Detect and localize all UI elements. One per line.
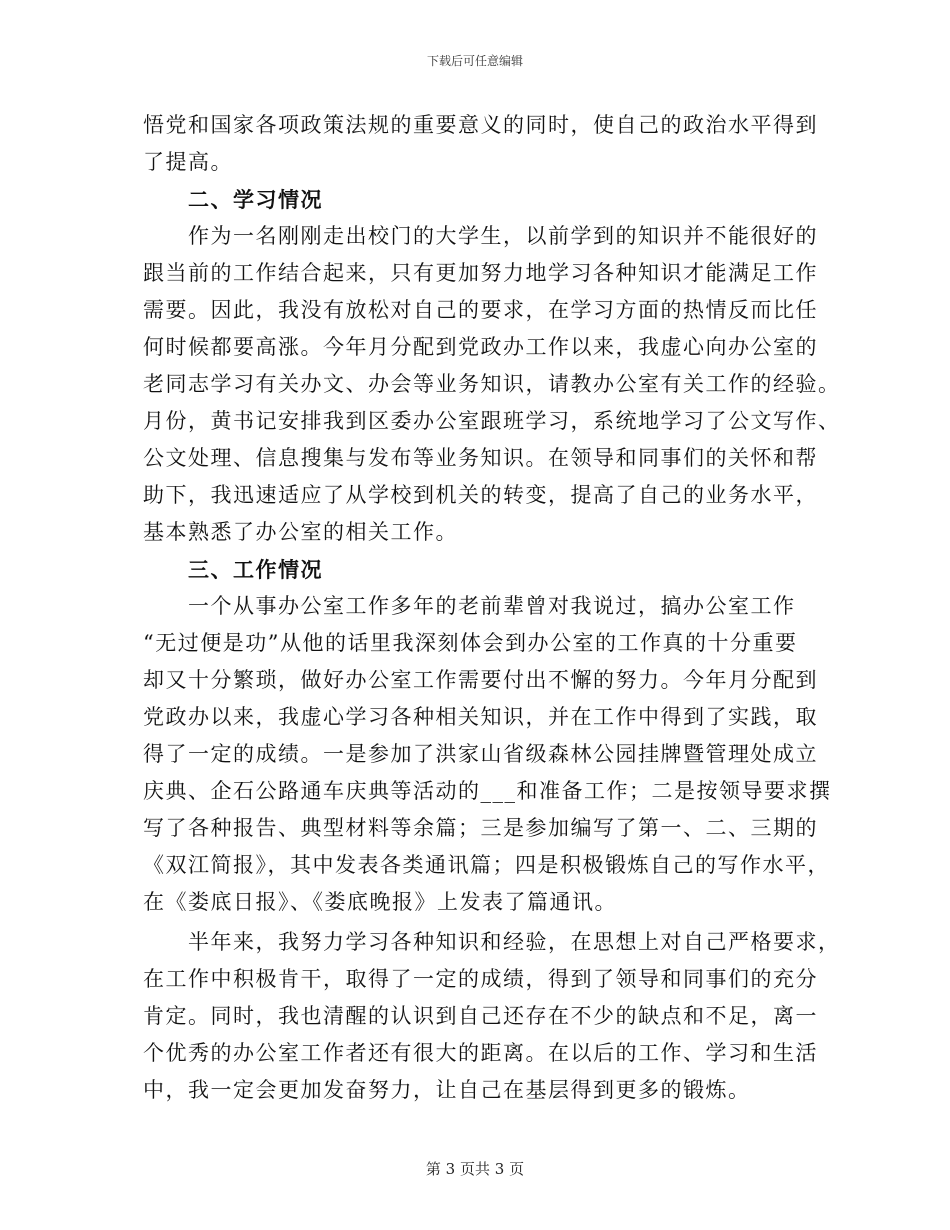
body-line: 助下，我迅速适应了从学校到机关的转变，提高了自己的业务水平， xyxy=(143,483,818,507)
body-line: 肯定。同时，我也清醒的认识到自己还存在不少的缺点和不足，离一 xyxy=(143,1004,818,1028)
body-line: 《双江简报》，其中发表各类通讯篇；四是积极锻炼自己的写作水平， xyxy=(143,853,830,877)
page-header: 下载后可任意编辑 xyxy=(426,54,523,68)
body-line: 半年来，我努力学习各种知识和经验，在思想上对自己严格要求， xyxy=(188,930,841,954)
body-line: 月份，黄书记安排我到区委办公室跟班学习，系统地学习了公文写作、 xyxy=(143,409,841,433)
body-line: 在《娄底日报》、《娄底晚报》上发表了篇通讯。 xyxy=(143,890,617,914)
body-line: 悟党和国家各项政策法规的重要意义的同时，使自己的政治水平得到 xyxy=(143,113,818,137)
section-heading-study: 二、学习情况 xyxy=(188,187,323,212)
body-line: 党政办以来，我虚心学习各种相关知识，并在工作中得到了实践，取 xyxy=(143,705,818,729)
body-line: 中，我一定会更加发奋努力，让自己在基层得到更多的锻炼。 xyxy=(143,1078,751,1102)
body-line: 庆典、企石公路通车庆典等活动的___和准备工作；二是按领导要求撰 xyxy=(143,779,832,803)
body-line: 在工作中积极肯干，取得了一定的成绩，得到了领导和同事们的充分 xyxy=(143,967,818,991)
section-heading-work: 三、工作情况 xyxy=(188,557,323,582)
body-line: 却又十分繁琐，做好办公室工作需要付出不懈的努力。今年月分配到 xyxy=(143,668,818,692)
body-line: 何时候都要高涨。今年月分配到党政办工作以来，我虚心向办公室的 xyxy=(143,335,818,359)
body-line: 作为一名刚刚走出校门的大学生，以前学到的知识并不能很好的 xyxy=(188,224,818,248)
body-line: 需要。因此，我没有放松对自己的要求，在学习方面的热情反而比任 xyxy=(143,298,818,322)
body-line: “无过便是功”从他的话里我深刻体会到办公室的工作真的十分重要 xyxy=(143,631,798,655)
body-line: 老同志学习有关办文、办会等业务知识，请教办公室有关工作的经验。 xyxy=(143,372,841,396)
body-line: 了提高。 xyxy=(143,150,233,174)
body-line: 写了各种报告、典型材料等余篇；三是参加编写了第一、二、三期的 xyxy=(143,816,818,840)
body-line: 个优秀的办公室工作者还有很大的距离。在以后的工作、学习和生活 xyxy=(143,1041,818,1065)
page-footer: 第 3 页共 3 页 xyxy=(425,1160,525,1178)
body-line: 一个从事办公室工作多年的老前辈曾对我说过，搞办公室工作 xyxy=(188,594,796,618)
body-line: 跟当前的工作结合起来，只有更加努力地学习各种知识才能满足工作 xyxy=(143,261,818,285)
document-body xyxy=(143,107,841,1109)
body-line: 基本熟悉了办公室的相关工作。 xyxy=(143,520,458,544)
body-line: 公文处理、信息搜集与发布等业务知识。在领导和同事们的关怀和帮 xyxy=(143,446,818,470)
body-line: 得了一定的成绩。一是参加了洪家山省级森林公园挂牌暨管理处成立 xyxy=(143,742,818,766)
